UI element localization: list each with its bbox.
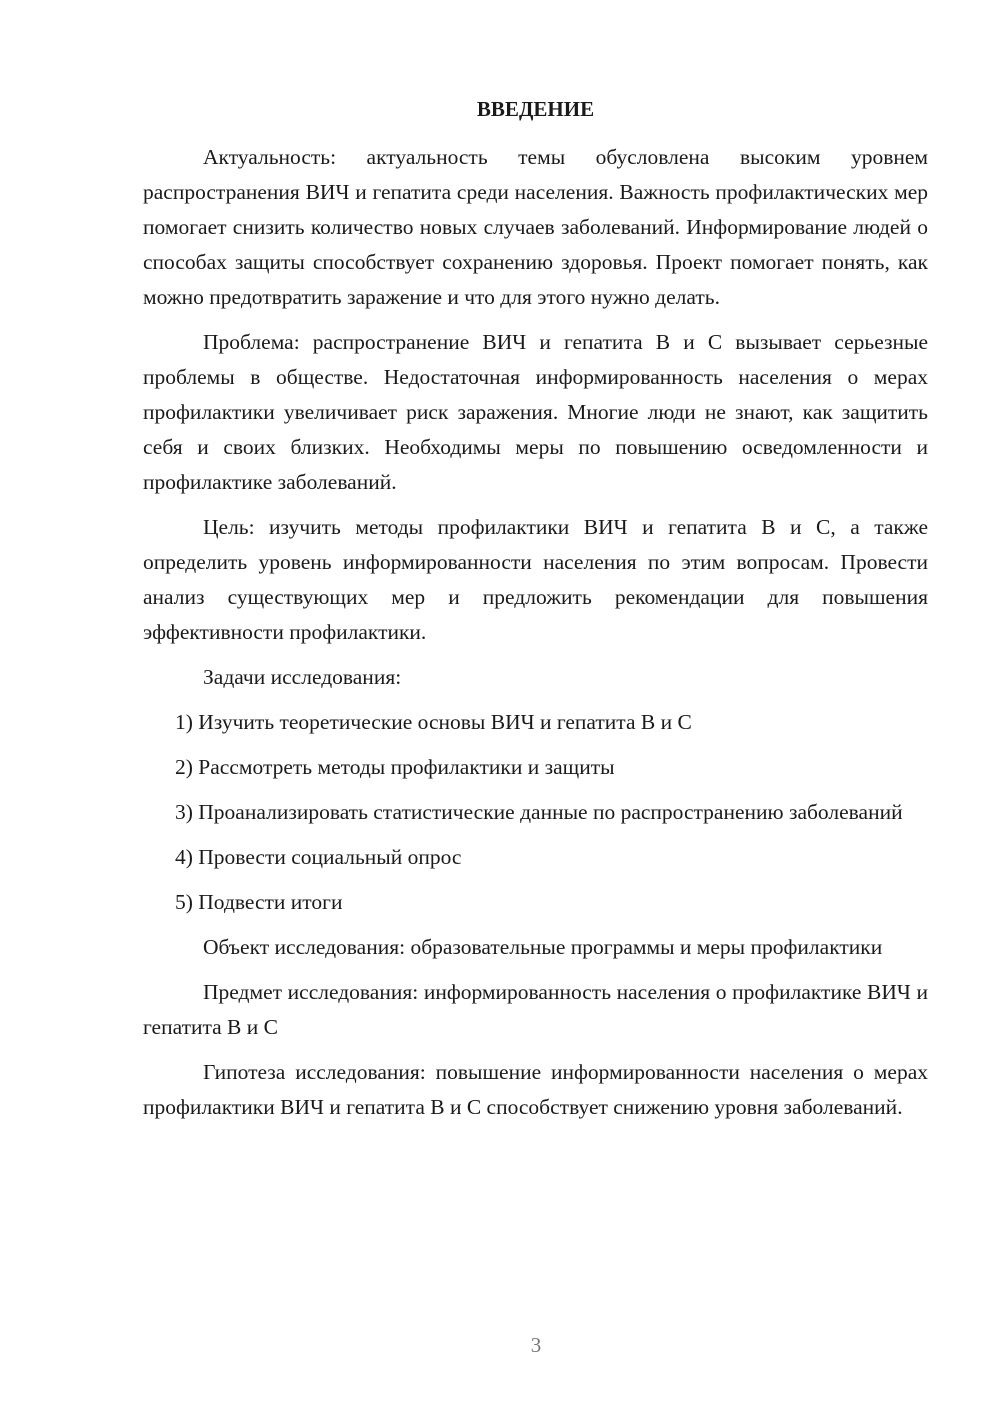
goal-paragraph: Цель: изучить методы профилактики ВИЧ и гепатита В и С, а также определить уровень информированности населения по этим вопросам. Провести анализ существующих мер и предложить рекомендации для повышения эффективности профилактики. xyxy=(143,515,928,644)
task-item-5: 5) Подвести итоги xyxy=(175,890,343,914)
object-paragraph: Объект исследования: образовательные программы и меры профилактики xyxy=(203,935,883,959)
problem-paragraph: Проблема: распространение ВИЧ и гепатита В и С вызывает серьезные проблемы в обществе. Недостаточная информированность населения о мерах профилактики увеличивает риск заражения. Многие люди не знают, как защитить себя и своих близких. Необходимы меры по повышению осведомленности и профилактике заболеваний. xyxy=(143,330,928,494)
page-number: 3 xyxy=(530,1333,542,1357)
task-item-2: 2) Рассмотреть методы профилактики и защиты xyxy=(175,755,615,779)
task-item-4: 4) Провести социальный опрос xyxy=(175,845,462,869)
tasks-heading: Задачи исследования: xyxy=(203,665,402,689)
relevance-paragraph: Актуальность: актуальность темы обусловлена высоким уровнем распространения ВИЧ и гепатита среди населения. Важность профилактических мер помогает снизить количество новых случаев заболеваний. Информирование людей о способах защиты способствует сохранению здоровья. Проект помогает понять, как можно предотвратить заражение и что для этого нужно делать. xyxy=(143,145,928,309)
section-title: ВВЕДЕНИЕ xyxy=(476,97,595,121)
task-item-3: 3) Проанализировать статистические данные по распространению заболеваний xyxy=(175,800,903,824)
task-item-1: 1) Изучить теоретические основы ВИЧ и гепатита В и С xyxy=(175,710,692,734)
document-page xyxy=(143,92,928,1135)
hypothesis-paragraph: Гипотеза исследования: повышение информированности населения о мерах профилактики ВИЧ и гепатита В и С способствует снижению уровня заболеваний. xyxy=(143,1060,928,1119)
subject-paragraph: Предмет исследования: информированность населения о профилактике ВИЧ и гепатита В и С xyxy=(143,980,928,1039)
